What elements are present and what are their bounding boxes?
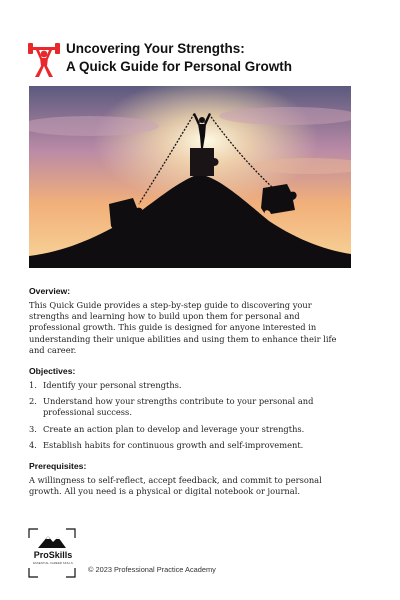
objectives-heading: Objectives: [29, 366, 76, 377]
list-number: 3. [29, 423, 37, 434]
list-text: Establish habits for continuous growth and self-improvement. [43, 439, 304, 450]
mountain-climber-illustration [29, 86, 351, 268]
objectives-list [29, 380, 351, 451]
brand-name: ProSkills [33, 550, 73, 560]
overview-heading: Overview: [29, 286, 71, 296]
main-content [29, 286, 351, 507]
list-number: 1. [29, 380, 37, 391]
brand-tagline: ESSENTIAL CAREER SKILLS [33, 562, 73, 565]
title-line-2: A Quick Guide for Personal Growth [66, 59, 293, 74]
list-number: 4. [29, 439, 37, 450]
title-line-1: Uncovering Your Strengths: [66, 41, 245, 56]
overview-text: This Quick Guide provides a step-by-step guide to discovering your strengths and learning how to build upon them for personal and professional growth. This guide is designed for anyone interested in understanding their unique abilities and using them to enhance their life and career. [29, 300, 337, 355]
document-title [66, 40, 292, 76]
weightlifter-icon [28, 42, 60, 78]
document-header [28, 40, 378, 82]
list-text: Identify your personal strengths. [43, 380, 182, 391]
list-number: 2. [29, 396, 37, 407]
prerequisites-text: A willingness to self-reflect, accept feedback, and commit to personal growth. All you need is a physical or digital notebook or journal. [29, 475, 322, 497]
document-footer [28, 528, 368, 580]
list-item [29, 396, 351, 418]
list-text: Create an action plan to develop and leverage your strengths. [43, 423, 305, 434]
hero-image [29, 86, 351, 268]
list-item [29, 440, 351, 451]
list-text: Understand how your strengths contribute to your personal and professional success. [43, 396, 314, 418]
copyright-text: © 2023 Professional Practice Academy [88, 565, 216, 574]
list-item [29, 424, 351, 435]
prerequisites-heading: Prerequisites: [29, 461, 87, 472]
list-item [29, 380, 351, 391]
